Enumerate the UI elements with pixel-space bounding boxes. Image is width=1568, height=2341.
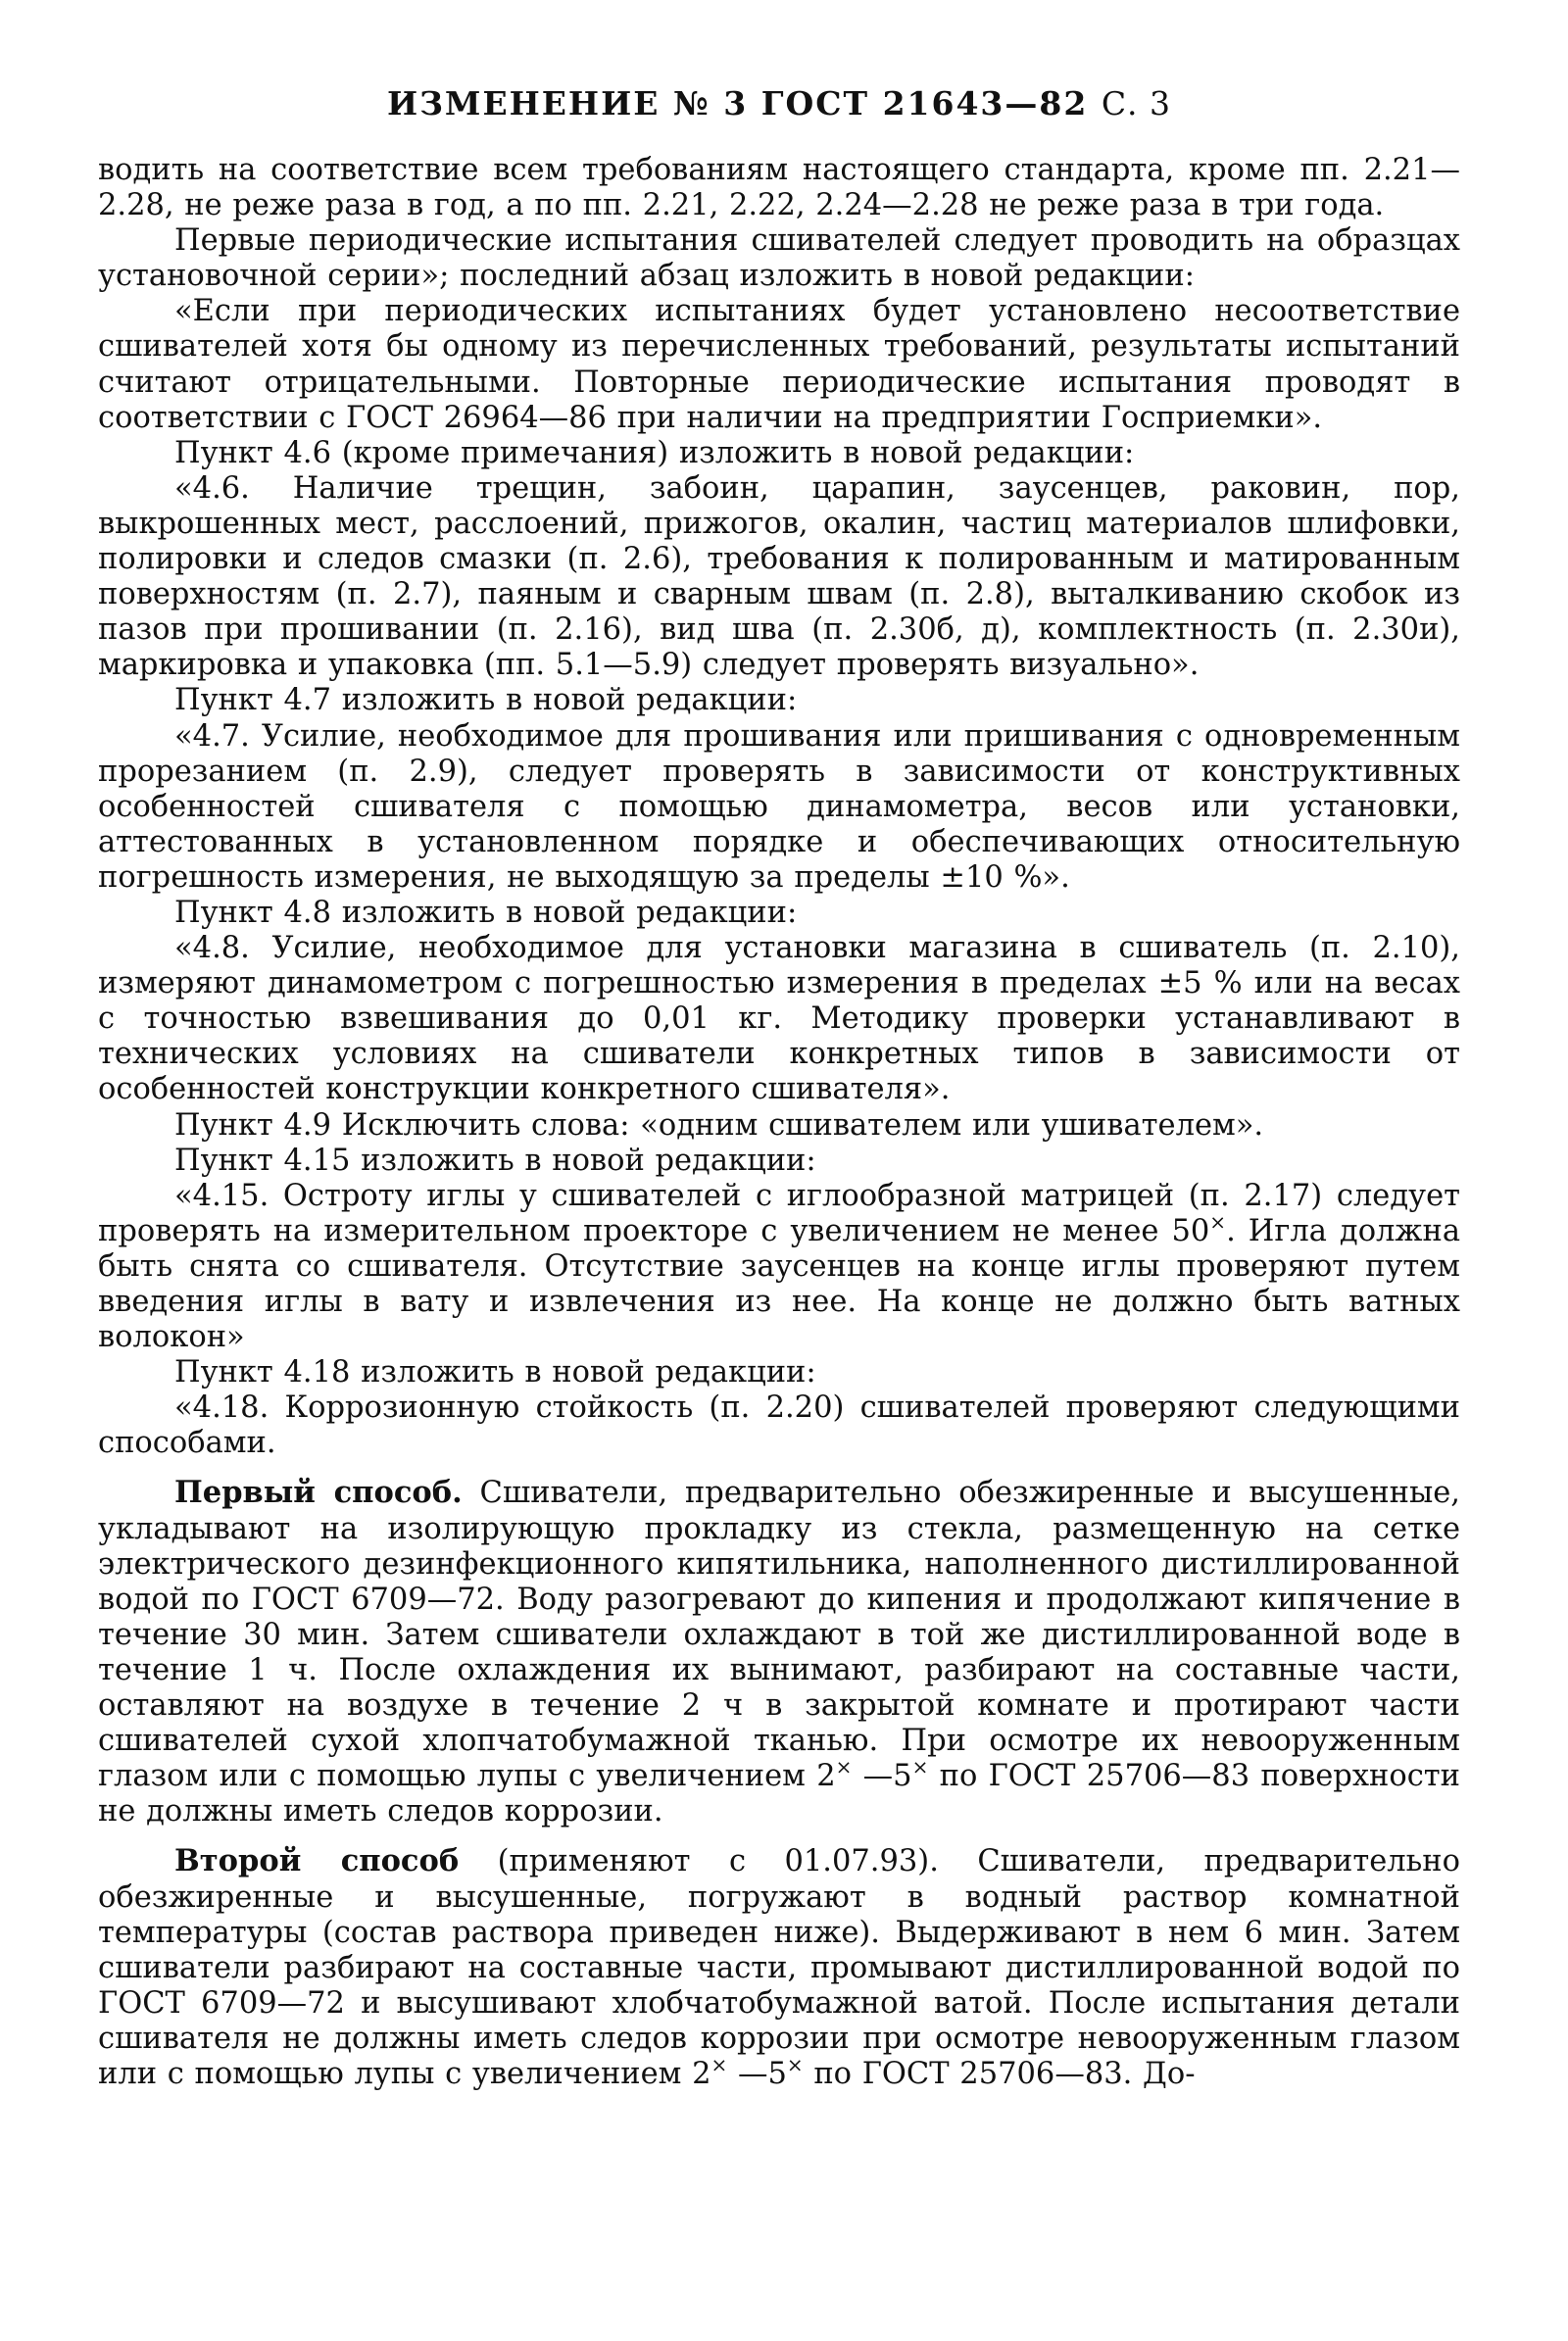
body-text xyxy=(98,153,1460,2092)
paragraph: Пункт 4.8 изложить в новой редакции: xyxy=(174,895,798,930)
page-header xyxy=(98,84,1460,123)
method-heading: Первый способ. xyxy=(174,1475,463,1511)
paragraph: Пункт 4.18 изложить в новой редакции: xyxy=(174,1355,816,1390)
header-page-number: С. 3 xyxy=(1101,84,1172,122)
paragraph-text: по ГОСТ 25706—83. До- xyxy=(803,2056,1196,2091)
paragraph-text: Сшиватели, предварительно обезжиренные и высушенные, укладывают на изолирующую прокладку из стекла, размещенную на сетке электрического дезинфекционного кипятильника, наполненного дистиллированной водой по ГОСТ 6709—72. Воду разогревают до кипения и продолжают кипячение в течение 30 мин. Затем сшиватели охлаждают в той же дистиллированной воде в течение 1 ч. После охлаждения их вынимают, разбирают на составные части, оставляют на воздухе в течение 2 ч в закрытой комнате и протирают части сшивателей сухой хлопчатобумажной тканью. При осмотре их невооруженным глазом или с помощью лупы с увеличением 2 xyxy=(98,1476,1460,1794)
paragraph: «4.18. Коррозионную стойкость (п. 2.20) сшивателей проверяют следующими способами. xyxy=(98,1390,1460,1461)
paragraph: «4.6. Наличие трещин, забоин, царапин, заусенцев, раковин, пор, выкрошенных мест, расслоений, прижогов, окалин, частиц материалов шлифовки, полировки и следов смазки (п. 2.6), требования к полированным и матированным поверхностям (п. 2.7), паяным и сварным швам (п. 2.8), выталкиванию скобок из пазов при прошивании (п. 2.16), вид шва (п. 2.30б, д), комплектность (п. 2.30и), маркировка и упаковка (пп. 5.1—5.9) следует проверять визуально». xyxy=(98,470,1460,683)
paragraph: Пункт 4.15 изложить в новой редакции: xyxy=(174,1143,816,1178)
paragraph-text: (применяют с 01.07.93). Сшиватели, предварительно обезжиренные и высушенные, погружают в водный раствор комнатной температуры (состав раствора приведен ниже). Выдерживают в нем 6 мин. Затем сшиватели разбирают на составные части, промывают дистиллированной водой по ГОСТ 6709—72 и высушивают хлобчатобумажной ватой. После испытания детали сшивателя не должны иметь следов коррозии при осмотре невооруженным глазом или с помощью лупы с увеличением 2 xyxy=(98,1844,1460,2091)
paragraph-text: по ГОСТ 25706—83 поверхности не должны иметь следов коррозии. xyxy=(98,1759,1461,1829)
times-sign: × xyxy=(786,2052,804,2076)
paragraph: Пункт 4.7 изложить в новой редакции: xyxy=(174,683,798,718)
paragraph xyxy=(98,1179,1460,1355)
header-title: ИЗМЕНЕНИЕ № 3 ГОСТ 21643—82 xyxy=(386,84,1089,122)
paragraph: водить на соответствие всем требованиям настоящего стандарта, кроме пп. 2.21—2.28, не реже раза в год, а по пп. 2.21, 2.22, 2.24—2.28 не реже раза в три года. xyxy=(98,153,1460,223)
document-page xyxy=(98,84,1460,2092)
paragraph: Пункт 4.6 (кроме примечания) изложить в новой редакции: xyxy=(174,435,1135,470)
paragraph xyxy=(98,1475,1460,1829)
paragraph-text: —5 xyxy=(852,1759,912,1794)
times-sign: × xyxy=(1209,1209,1227,1234)
paragraph: Первые периодические испытания сшивателей следует проводить на образцах установочной серии»; последний абзац изложить в новой редакции: xyxy=(98,223,1460,294)
paragraph: «Если при периодических испытаниях будет установлено несоответствие сшивателей хотя бы одному из перечисленных требований, результаты испытаний считают отрицательными. Повторные периодические испытания проводят в соответствии с ГОСТ 26964—86 при наличии на предприятии Госприемки». xyxy=(98,294,1460,435)
paragraph: «4.8. Усилие, необходимое для установки магазина в сшиватель (п. 2.10), измеряют динамометром с погрешностью измерения в пределах ±5 % или на весах с точностью взвешивания до 0,01 кг. Методику проверки устанавливают в технических условиях на сшиватели конкретных типов в зависимости от особенностей конструкции конкретного сшивателя». xyxy=(98,931,1460,1107)
paragraph-text: «4.15. Остроту иглы у сшивателей с иглообразной матрицей (п. 2.17) следует проверять на измерительном проекторе с увеличением не менее 50 xyxy=(98,1178,1460,1248)
times-sign: × xyxy=(710,2052,728,2076)
paragraph-text: —5 xyxy=(727,2056,787,2091)
paragraph xyxy=(98,1843,1460,2092)
paragraph: Пункт 4.9 Исключить слова: «одним сшивателем или ушивателем». xyxy=(174,1107,1264,1143)
paragraph-text: . Игла должна быть снята со сшивателя. Отсутствие заусенцев на конце иглы проверяют путем введения иглы в вату и извлечения из нее. На конце не должно быть ватных волокон» xyxy=(98,1213,1460,1355)
times-sign: × xyxy=(835,1755,853,1780)
times-sign: × xyxy=(911,1755,929,1780)
paragraph: «4.7. Усилие, необходимое для прошивания или пришивания с одновременным прорезанием (п. 2.9), следует проверять в зависимости от конструктивных особенностей сшивателя с помощью динамометра, весов или установки, аттестованных в установленном порядке и обеспечивающих относительную погрешность измерения, не выходящую за пределы ±10 %». xyxy=(98,718,1460,895)
method-heading: Второй способ xyxy=(174,1843,460,1879)
